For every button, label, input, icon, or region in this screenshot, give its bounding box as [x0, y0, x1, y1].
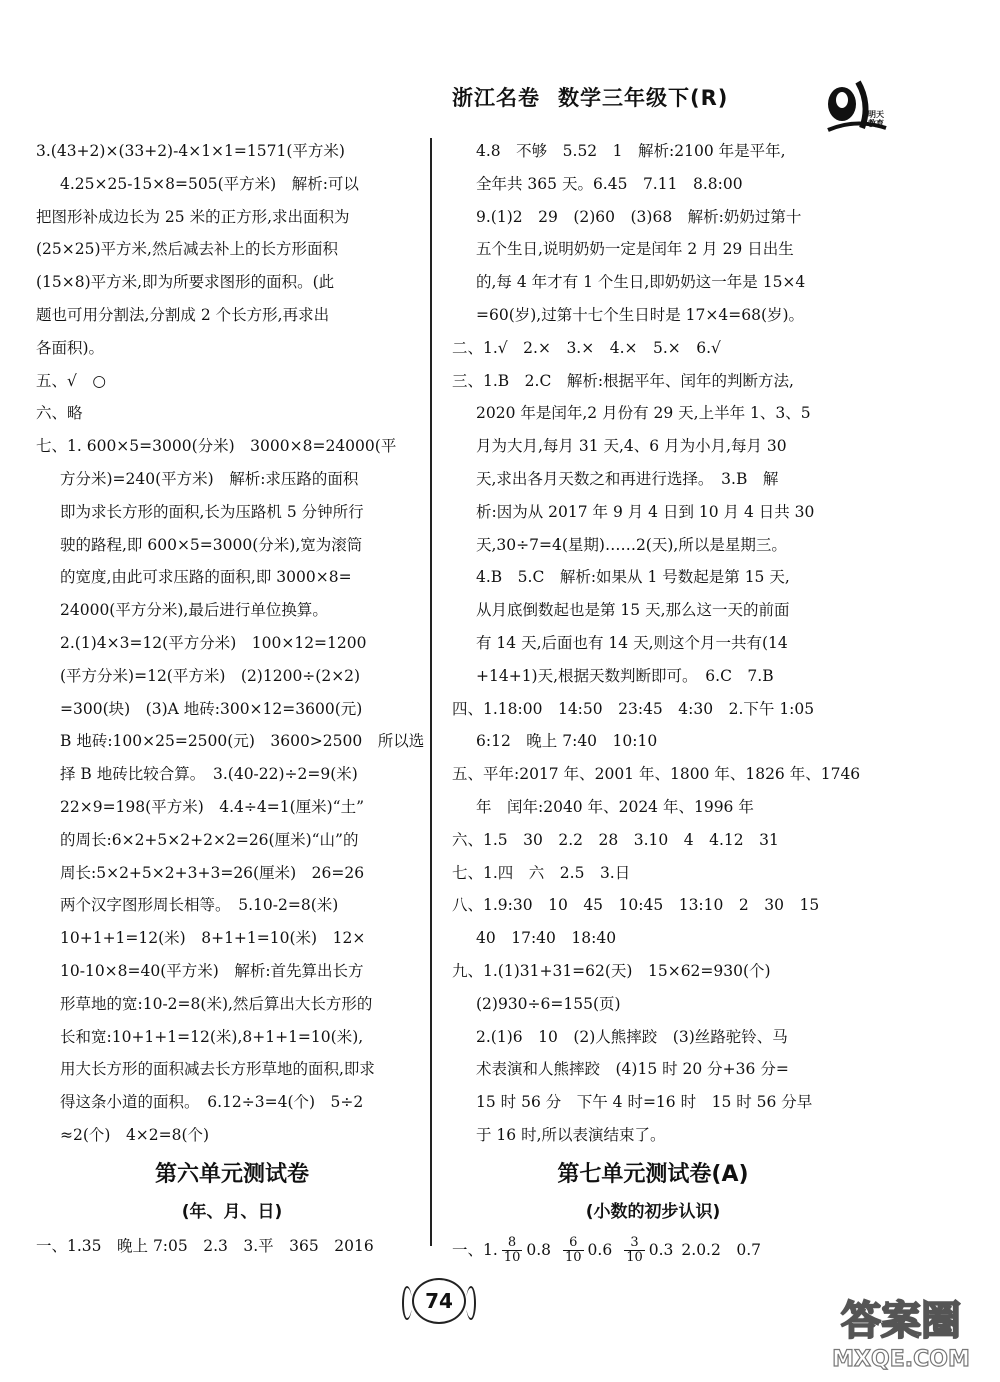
answer-line: 三、1.B 2.C 解析:根据平年、闰年的判断方法, — [452, 371, 794, 390]
answer-line: 6:12 晚上 7:40 10:10 — [476, 732, 658, 751]
answer-line: 10-10×8=40(平方米) 解析:首先算出长方 — [60, 961, 364, 980]
answer-line: (2)930÷6=155(页) — [476, 994, 621, 1013]
answer-suffix: 2.0.2 0.7 — [681, 1240, 761, 1259]
answer-line: 月为大月,每月 31 天,4、6 月为小月,每月 30 — [476, 437, 787, 456]
answer-line: 年 闰年:2040 年、2024 年、1996 年 — [476, 797, 754, 816]
answer-line: (25×25)平方米,然后减去补上的长方形面积 — [36, 240, 338, 259]
publisher-logo-icon — [822, 78, 892, 140]
answer-line: 一、1.35 晚上 7:05 2.3 3.平 365 2016 — [36, 1236, 374, 1255]
logo-text: 明天教育 — [868, 110, 884, 128]
answer-line: 24000(平方分米),最后进行单位换算。 — [60, 601, 328, 620]
fraction-numerator: 8 — [502, 1236, 523, 1251]
series-title: 浙江名卷 — [452, 86, 540, 110]
answer-line: 40 17:40 18:40 — [476, 929, 617, 948]
answer-line: 2.(1)4×3=12(平方分米) 100×12=1200 — [60, 633, 367, 652]
answer-line: 长和宽:10+1+1=12(米),8+1+1=10(米), — [60, 1027, 364, 1046]
answer-line: 术表演和人熊摔跤 (4)15 时 20 分+36 分= — [476, 1060, 789, 1079]
fraction-answer-line — [452, 1230, 854, 1270]
watermark-logo-icon — [806, 1284, 996, 1376]
decimal-answer: 0.6 — [587, 1240, 613, 1259]
subject-title: 数学三年级下(R) — [558, 86, 729, 110]
answer-line: (平方分米)=12(平方米) (2)1200÷(2×2) — [60, 666, 361, 685]
answer-line: 从月底倒数起也是第 15 天,那么这一天的前面 — [476, 601, 790, 620]
answer-line: 4.8 不够 5.52 1 解析:2100 年是平年, — [476, 142, 786, 160]
right-column — [452, 135, 861, 1270]
answer-line: 15 时 56 分 下午 4 时=16 时 15 时 56 分早 — [476, 1093, 813, 1112]
answer-line: 七、1.四 六 2.5 3.日 — [452, 863, 631, 882]
answer-line: 3.(43+2)×(33+2)-4×1×1=1571(平方米) — [36, 142, 345, 160]
fraction — [563, 1236, 584, 1265]
answer-prefix: 一、1. — [452, 1240, 498, 1259]
answer-line: B 地砖:100×25=2500(元) 3600>2500 所以选 — [60, 732, 425, 751]
answer-line: 五个生日,说明奶奶一定是闰年 2 月 29 日出生 — [476, 240, 794, 259]
answer-line: 题也可用分割法,分割成 2 个长方形,再求出 — [36, 305, 330, 324]
answer-line: 析:因为从 2017 年 9 月 4 日到 10 月 4 日共 30 — [476, 502, 815, 521]
answer-line: 即为求长方形的面积,长为压路机 5 分钟所行 — [60, 502, 364, 521]
answer-line: 两个汉字图形周长相等。 5.10-2=8(米) — [60, 896, 339, 915]
answer-line: 10+1+1=12(米) 8+1+1=10(米) 12× — [60, 929, 366, 948]
column-divider — [430, 138, 432, 1246]
answer-line: 四、1.18:00 14:50 23:45 4:30 2.下午 1:05 — [452, 699, 815, 718]
answer-line: 形草地的宽:10-2=8(米),然后算出大长方形的 — [60, 994, 373, 1013]
answer-line: 的,每 4 年才有 1 个生日,即奶奶这一年是 15×4 — [476, 273, 806, 292]
answer-line: 的宽度,由此可求压路的面积,即 3000×8= — [60, 568, 352, 587]
answer-line: 六、1.5 30 2.2 28 3.10 4 4.12 31 — [452, 830, 779, 849]
answer-line: 4.B 5.C 解析:如果从 1 号数起是第 15 天, — [476, 568, 790, 587]
answer-line: 天,30÷7=4(星期)……2(天),所以是星期三。 — [476, 535, 787, 554]
answer-line: 把图形补成边长为 25 米的正方形,求出面积为 — [36, 207, 350, 226]
answer-line: 4.25×25-15×8=505(平方米) 解析:可以 — [60, 174, 359, 193]
answer-line: =60(岁),过第十七个生日时是 17×4=68(岁)。 — [476, 305, 805, 324]
answer-line: 于 16 时,所以表演结束了。 — [476, 1125, 666, 1144]
answer-line: 方分米)=240(平方米) 解析:求压路的面积 — [60, 469, 359, 488]
answer-line: 七、1. 600×5=3000(分米) 3000×8=24000(平 — [36, 437, 397, 456]
answer-line: +14+1)天,根据天数判断即可。 6.C 7.B — [476, 666, 774, 685]
section-subtitle: (小数的初步认识) — [585, 1201, 721, 1222]
answer-line: 得这条小道的面积。 6.12÷3=4(个) 5÷2 — [60, 1093, 364, 1112]
section-title: 第七单元测试卷(A) — [557, 1161, 749, 1187]
answer-line: 二、1.√ 2.× 3.× 4.× 5.× 6.√ — [452, 338, 721, 357]
fraction — [624, 1236, 645, 1265]
answer-line: 用大长方形的面积减去长方形草地的面积,即求 — [60, 1060, 375, 1079]
answer-line: 全年共 365 天。6.45 7.11 8.8:00 — [476, 174, 743, 193]
answer-line: 2.(1)6 10 (2)人熊摔跤 (3)丝路驼铃、马 — [476, 1027, 788, 1046]
answer-line: 五、√ ○ — [36, 371, 106, 390]
left-column — [36, 135, 428, 1263]
answer-line: 各面积)。 — [36, 338, 105, 357]
answer-line: ≈2(个) 4×2=8(个) — [60, 1125, 210, 1144]
fraction-denominator: 10 — [503, 1250, 521, 1266]
section-subtitle: (年、月、日) — [181, 1201, 283, 1222]
answer-line: 八、1.9:30 10 45 10:45 13:10 2 30 15 — [452, 896, 820, 915]
answer-line: 2020 年是闰年,2 月份有 29 天,上半年 1、3、5 — [476, 404, 811, 423]
page-number: 74 — [412, 1278, 466, 1324]
answer-line: 有 14 天,后面也有 14 天,则这个月一共有(14 — [476, 633, 788, 652]
page-header — [452, 82, 728, 112]
fraction-denominator: 10 — [565, 1250, 582, 1266]
svg-text:答案圈: 答案圈 — [841, 1298, 961, 1344]
answer-line: 六、略 — [36, 404, 83, 423]
fraction-numerator: 3 — [624, 1236, 645, 1251]
answer-line: 九、1.(1)31+31=62(天) 15×62=930(个) — [452, 961, 771, 980]
answer-line: 择 B 地砖比较合算。 3.(40-22)÷2=9(米) — [60, 765, 358, 784]
section-title: 第六单元测试卷 — [154, 1161, 309, 1187]
answer-line: 周长:5×2+5×2+3+3=26(厘米) 26=26 — [60, 863, 365, 882]
fraction — [502, 1236, 523, 1265]
answer-line: 22×9=198(平方米) 4.4÷4=1(厘米)“土” — [60, 797, 365, 816]
answer-line: (15×8)平方米,即为所要求图形的面积。(此 — [36, 273, 335, 292]
svg-text:MXQE.COM: MXQE.COM — [832, 1347, 970, 1372]
decimal-answer: 0.3 — [648, 1240, 674, 1259]
answer-line: =300(块) (3)A 地砖:300×12=3600(元) — [60, 699, 363, 718]
fraction-denominator: 10 — [626, 1250, 643, 1266]
answer-line: 五、平年:2017 年、2001 年、1800 年、1826 年、1746 — [452, 765, 861, 784]
decimal-answer: 0.8 — [526, 1240, 551, 1259]
answer-line: 的周长:6×2+5×2+2×2=26(厘米)“山”的 — [60, 830, 359, 849]
answer-line: 天,求出各月天数之和再进行选择。 3.B 解 — [476, 469, 779, 488]
answer-line: 9.(1)2 29 (2)60 (3)68 解析:奶奶过第十 — [476, 207, 802, 226]
answer-line: 驶的路程,即 600×5=3000(分米),宽为滚筒 — [60, 535, 363, 554]
fraction-numerator: 6 — [563, 1236, 584, 1251]
